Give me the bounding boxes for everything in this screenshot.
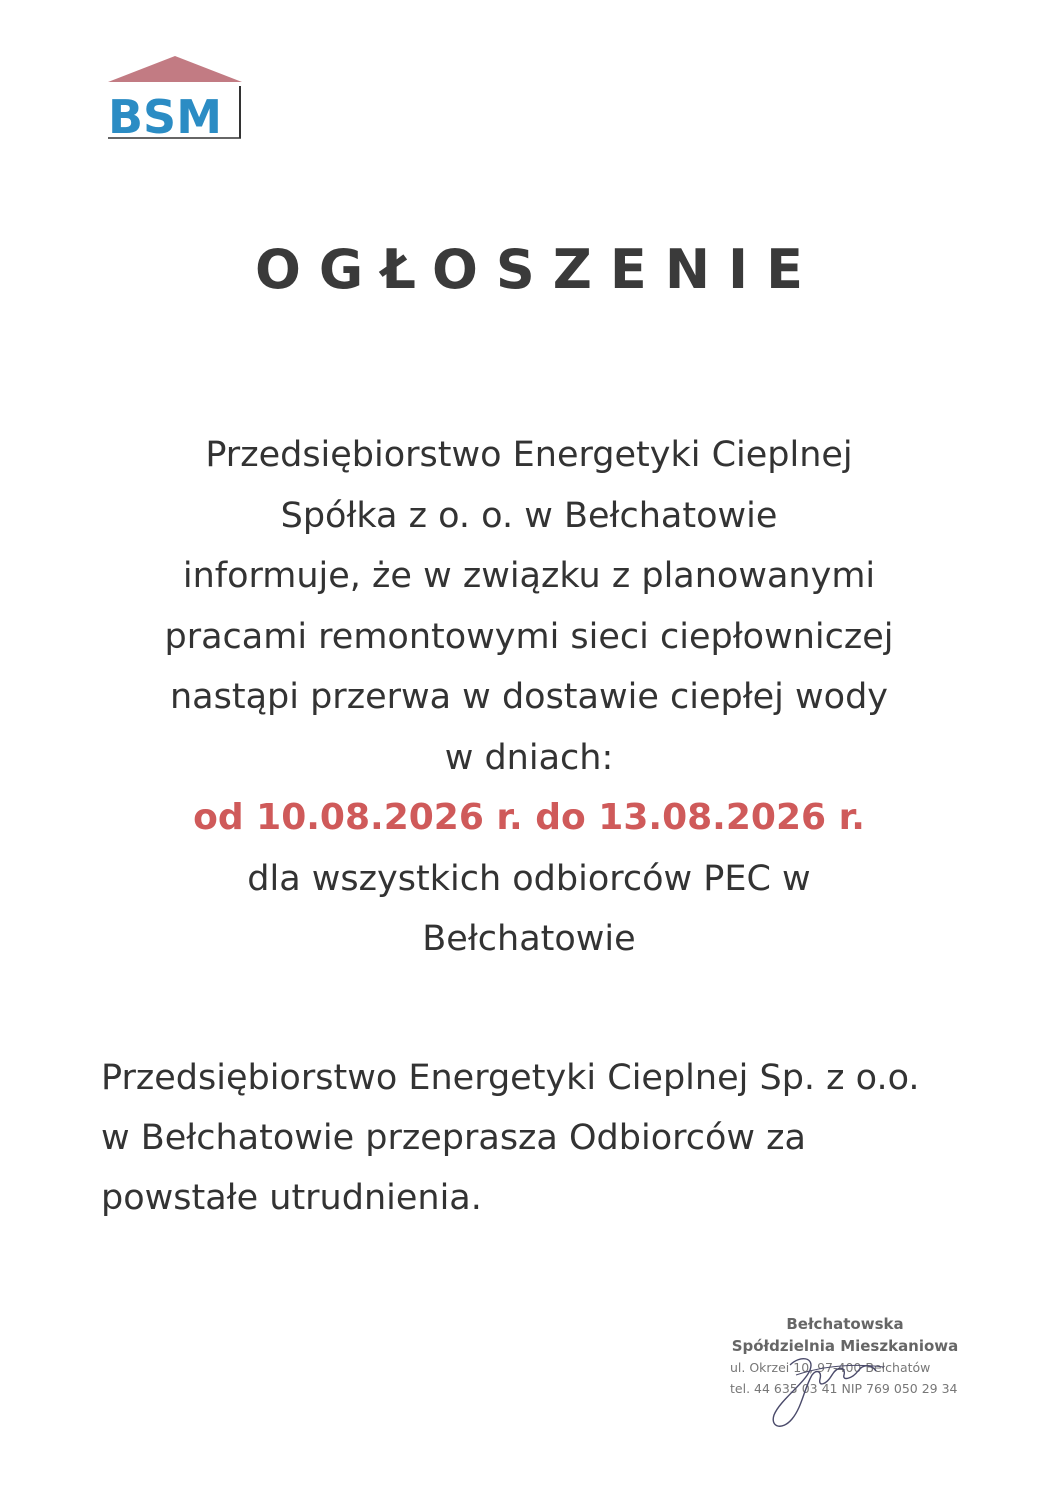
- apology-line: w Bełchatowie przeprasza Odbiorców za: [101, 1118, 806, 1158]
- announcement-line: Przedsiębiorstwo Energetyki Cieplnej: [205, 435, 853, 475]
- apology-line: powstałe utrudnienia.: [101, 1178, 482, 1218]
- announcement-line: Bełchatowie: [422, 919, 636, 959]
- stamp-contact: tel. 44 635 03 41 NIP 769 050 29 34: [730, 1381, 958, 1396]
- bsm-logo: [104, 56, 246, 140]
- announcement-line: w dniach:: [444, 737, 614, 778]
- announcement-line: nastąpi przerwa w dostawie ciepłej wody: [169, 677, 888, 717]
- announcement-line: informuje, że w związku z planowanymi: [182, 556, 876, 596]
- stamp-address: ul. Okrzei 10, 97-400 Bełchatów: [730, 1360, 931, 1375]
- outage-dates: od 10.08.2026 r. do 13.08.2026 r.: [193, 797, 865, 838]
- bsm-logo-graphic: [104, 56, 246, 140]
- signature-graphic: [760, 1345, 900, 1435]
- svg-text:BSM: BSM: [108, 90, 222, 140]
- announcement-line: pracami remontowymi sieci ciepłowniczej: [164, 616, 894, 657]
- announcement-line: Spółka z o. o. w Bełchatowie: [280, 495, 778, 536]
- apology-line: Przedsiębiorstwo Energetyki Cieplnej Sp. z o.o.: [101, 1058, 920, 1098]
- announcement-line: dla wszystkich odbiorców PEC w: [247, 858, 811, 899]
- page-title: OGŁOSZENIE: [255, 238, 821, 301]
- stamp-line: Bełchatowska: [786, 1315, 904, 1333]
- announcement-body: [0, 425, 1058, 970]
- handwritten-signature: [760, 1345, 900, 1435]
- apology-paragraph: [101, 1048, 1001, 1228]
- stamp-line: Spółdzielnia Mieszkaniowa: [731, 1337, 959, 1355]
